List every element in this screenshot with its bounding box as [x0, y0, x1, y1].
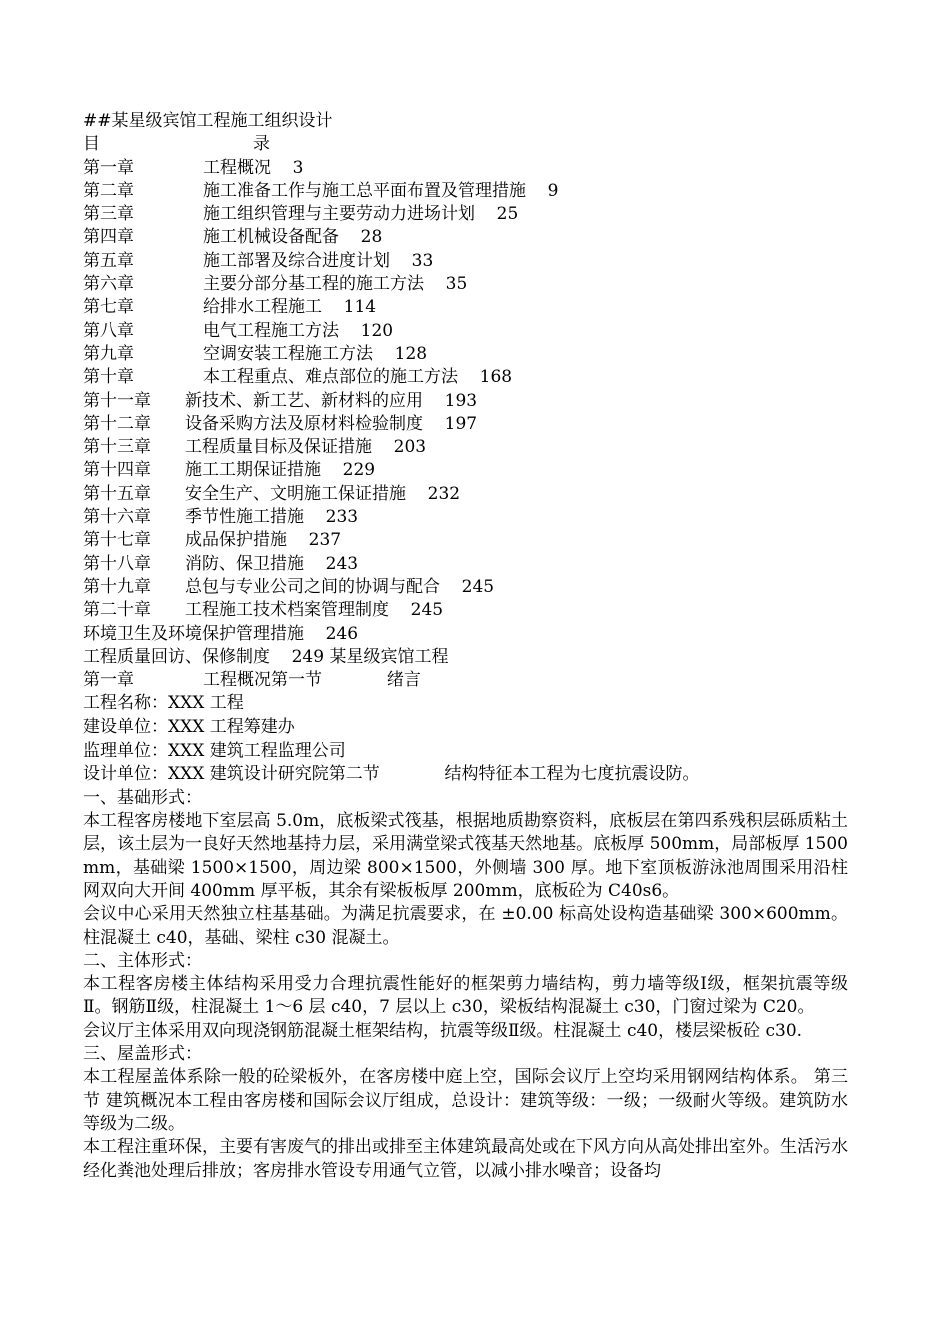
toc-chapter-title: 施工工期保证措施 [185, 460, 321, 481]
main-structure-heading: 二、主体形式： [83, 950, 202, 971]
chapter-one-label: 第一章 [83, 670, 134, 691]
document-page [83, 110, 848, 1183]
toc-chapter-title: 设备采购方法及原材料检验制度 [185, 413, 423, 434]
toc-entry [83, 459, 848, 482]
toc-chapter-title: 工程概况 [203, 157, 271, 178]
toc-chapter-label: 第五章 [83, 250, 134, 271]
toc-chapter-title: 总包与专业公司之间的协调与配合 [185, 576, 440, 597]
toc-chapter-label: 第十一章 [83, 390, 151, 411]
toc-chapter-title: 季节性施工措施 [185, 507, 304, 528]
toc-entry [83, 483, 848, 506]
toc-entry [83, 529, 848, 552]
roof-paragraph: 本工程屋盖体系除一般的砼梁板外，在客房楼中庭上空，国际会议厅上空均采用钢网结构体系。 第三节 建筑概况本工程由客房楼和国际会议厅组成，总设计：建筑等级：一级；一级耐火等级。建筑防水等级为二级。 [83, 1067, 848, 1134]
toc-chapter-label: 第十二章 [83, 413, 151, 434]
toc-page-number: 232 [427, 483, 461, 504]
construction-unit: 建设单位：XXX 工程筹建办 [83, 717, 295, 738]
toc-page-number: 28 [360, 227, 383, 248]
toc-chapter-title: 施工部署及综合进度计划 [203, 250, 390, 271]
toc-chapter-label: 第十七章 [83, 530, 151, 551]
document-title: ##某星级宾馆工程施工组织设计 [83, 111, 333, 131]
table-of-contents [83, 157, 848, 623]
toc-page-number: 3 [292, 157, 304, 178]
toc-page-number: 114 [343, 297, 377, 318]
project-name: 工程名称：XXX 工程 [83, 693, 244, 714]
toc-chapter-title: 施工组织管理与主要劳动力进场计划 [203, 204, 475, 225]
toc-page-number: 203 [393, 437, 427, 458]
toc-chapter-title: 空调安装工程施工方法 [203, 343, 373, 364]
toc-entry [83, 553, 848, 576]
toc-page-number: 33 [411, 250, 434, 271]
toc-heading [83, 133, 848, 156]
toc-heading-right: 录 [253, 134, 270, 155]
toc-entry [83, 320, 848, 343]
toc-chapter-title: 电气工程施工方法 [203, 320, 339, 341]
toc-chapter-title: 给排水工程施工 [203, 297, 322, 318]
chapter-one-heading [83, 669, 848, 692]
toc-chapter-label: 第四章 [83, 227, 134, 248]
toc-chapter-title: 新技术、新工艺、新材料的应用 [185, 390, 423, 411]
toc-entry [83, 226, 848, 249]
toc-chapter-label: 第十六章 [83, 507, 151, 528]
toc-entry [83, 180, 848, 203]
toc-entry [83, 576, 848, 599]
toc-page-number: 168 [479, 367, 513, 388]
toc-chapter-label: 第三章 [83, 204, 134, 225]
toc-chapter-label: 第七章 [83, 297, 134, 318]
toc-chapter-label: 第十五章 [83, 483, 151, 504]
toc-page-number: 25 [496, 204, 519, 225]
toc-chapter-label: 第二章 [83, 180, 134, 201]
design-unit: 设计单位：XXX 建筑设计研究院第二节 结构特征本工程为七度抗震设防。 [83, 764, 700, 785]
toc-extra-2: 工程质量回访、保修制度 249 某星级宾馆工程 [83, 646, 449, 667]
toc-entry [83, 296, 848, 319]
toc-entry [83, 366, 848, 389]
toc-page-number: 245 [410, 600, 444, 621]
toc-entry [83, 250, 848, 273]
toc-chapter-title: 工程施工技术档案管理制度 [185, 600, 389, 621]
environment-paragraph: 本工程注重环保，主要有害废气的排出或排至主体建筑最高处或在下风方向从高处排出室外。生活污水经化粪池处理后排放；客房排水管设专用通气立管，以减小排水噪音；设备均 [83, 1137, 848, 1181]
toc-chapter-title: 消防、保卫措施 [185, 553, 304, 574]
main-structure-paragraph-1: 本工程客房楼主体结构采用受力合理抗震性能好的框架剪力墙结构，剪力墙等级Ⅰ级，框架抗震等级Ⅱ。钢筋Ⅱ级，柱混凝土 1～6 层 c40，7 层以上 c30，梁板结构混凝土 c30，门窗过梁为 C20。 [83, 974, 848, 1018]
toc-page-number: 9 [547, 180, 559, 201]
chapter-one-title: 工程概况第一节 绪言 [203, 670, 421, 691]
toc-entry [83, 599, 848, 622]
foundation-paragraph-1: 本工程客房楼地下室层高 5.0m，底板梁式筏基，根据地质勘察资料，底板层在第四系残积层砾质粘土层，该土层为一良好天然地基持力层，采用满堂梁式筏基天然地基。底板厚 500mm，局部板厚 1500mm，基础梁 1500×1500，周边梁 800×1500，外侧墙 300 厚。地下室顶板游泳池周围采用沿柱网双向大开间 400mm 厚平板，其余有梁板板厚 200mm，底板砼为 C40s6。 [83, 811, 848, 901]
toc-entry [83, 413, 848, 436]
toc-chapter-label: 第十四章 [83, 460, 151, 481]
toc-chapter-label: 第十八章 [83, 553, 151, 574]
toc-heading-left: 目 [83, 134, 100, 155]
toc-page-number: 35 [445, 274, 468, 295]
toc-chapter-label: 第九章 [83, 343, 134, 364]
toc-page-number: 243 [325, 553, 359, 574]
toc-chapter-title: 本工程重点、难点部位的施工方法 [203, 367, 458, 388]
toc-page-number: 128 [394, 343, 428, 364]
toc-chapter-label: 第十三章 [83, 437, 151, 458]
toc-chapter-label: 第六章 [83, 274, 134, 295]
toc-entry [83, 203, 848, 226]
toc-chapter-label: 第十章 [83, 367, 134, 388]
foundation-heading: 一、基础形式： [83, 787, 202, 808]
toc-chapter-title: 安全生产、文明施工保证措施 [185, 483, 406, 504]
foundation-paragraph-2: 会议中心采用天然独立柱基基础。为满足抗震要求，在 ±0.00 标高处设构造基础梁 300×600mm。柱混凝土 c40，基础、梁柱 c30 混凝土。 [83, 904, 848, 948]
toc-page-number: 233 [325, 507, 359, 528]
toc-page-number: 120 [360, 320, 394, 341]
toc-extra-1: 环境卫生及环境保护管理措施 246 [83, 623, 359, 644]
toc-page-number: 237 [308, 530, 342, 551]
toc-page-number: 193 [444, 390, 478, 411]
toc-chapter-label: 第二十章 [83, 600, 151, 621]
roof-heading: 三、屋盖形式： [83, 1044, 202, 1065]
main-structure-paragraph-2: 会议厅主体采用双向现浇钢筋混凝土框架结构，抗震等级Ⅱ级。柱混凝土 c40，楼层梁板砼 c30. [83, 1020, 803, 1041]
toc-entry [83, 506, 848, 529]
toc-chapter-title: 施工准备工作与施工总平面布置及管理措施 [203, 180, 526, 201]
toc-entry [83, 343, 848, 366]
toc-page-number: 197 [444, 413, 478, 434]
toc-chapter-label: 第八章 [83, 320, 134, 341]
toc-page-number: 229 [342, 460, 376, 481]
toc-chapter-title: 施工机械设备配备 [203, 227, 339, 248]
toc-page-number: 245 [461, 576, 495, 597]
toc-chapter-title: 成品保护措施 [185, 530, 287, 551]
toc-chapter-title: 工程质量目标及保证措施 [185, 437, 372, 458]
toc-chapter-label: 第十九章 [83, 576, 151, 597]
toc-entry [83, 390, 848, 413]
toc-chapter-title: 主要分部分基工程的施工方法 [203, 274, 424, 295]
toc-entry [83, 436, 848, 459]
toc-chapter-label: 第一章 [83, 157, 134, 178]
supervision-unit: 监理单位：XXX 建筑工程监理公司 [83, 740, 346, 761]
toc-entry [83, 157, 848, 180]
toc-entry [83, 273, 848, 296]
